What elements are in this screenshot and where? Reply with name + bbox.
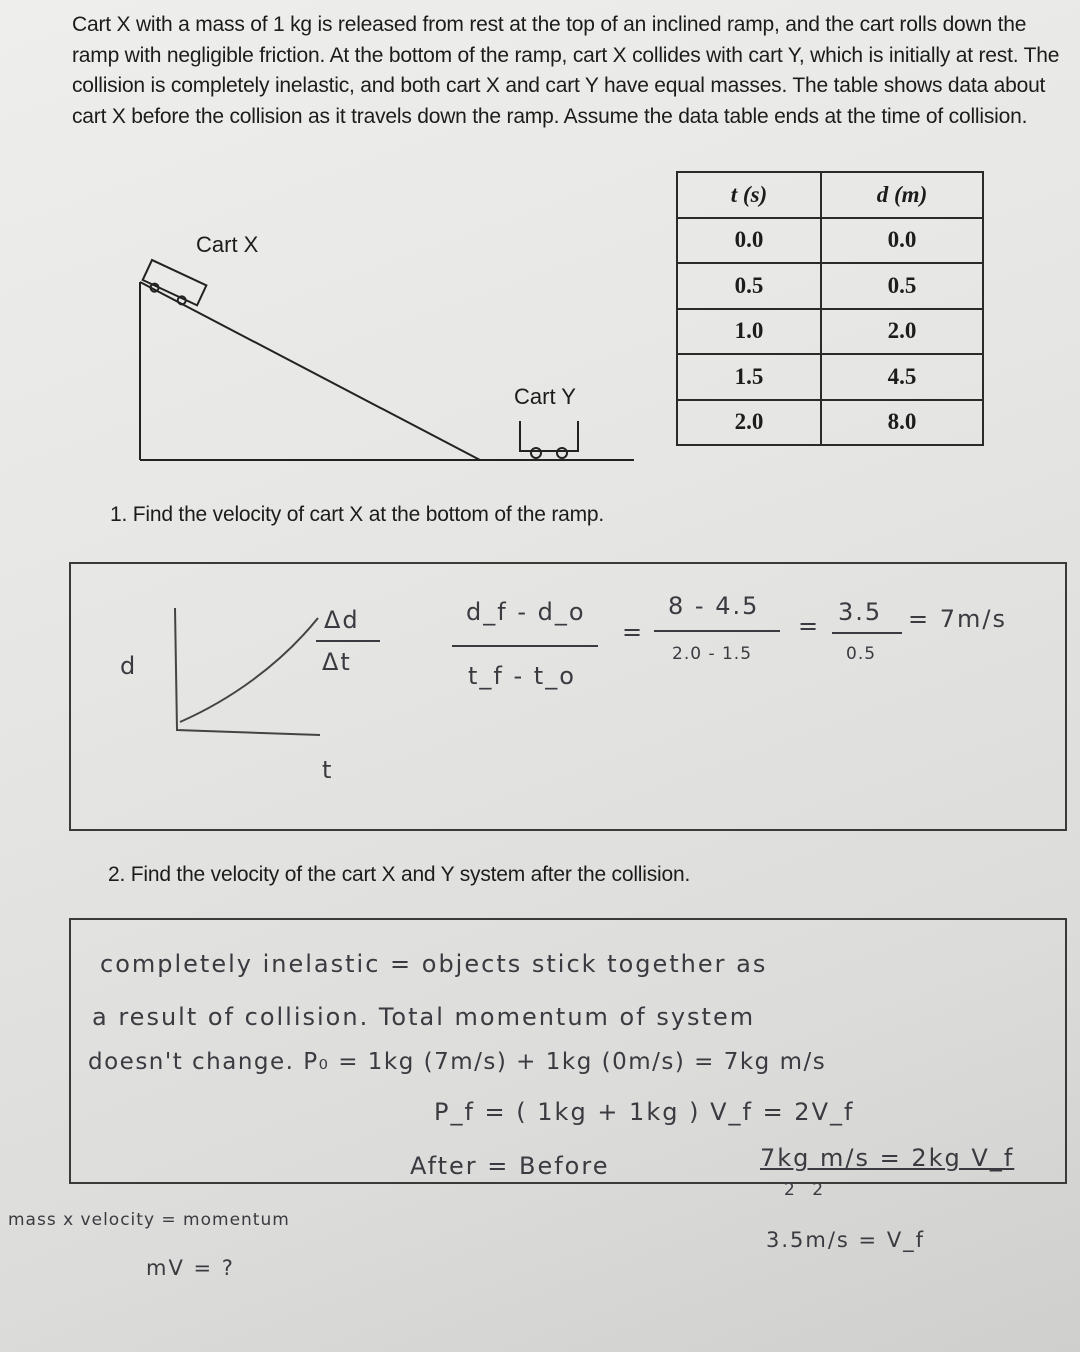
answer2-divisors: 2 2 [784,1180,830,1200]
equals-2: = [798,612,821,640]
answer2-momentum-equation: 7kg m/s = 2kg V_f [760,1144,1015,1172]
frac1-bar [452,645,598,647]
graph-y-label: d [120,652,138,680]
cell-time: 0.0 [677,218,821,264]
table-row [677,218,983,264]
table-row [677,400,983,446]
cart-x-label: Cart X [196,232,259,257]
frac1-denominator: t_f - t_o [468,662,576,690]
cart-y-label: Cart Y [514,384,576,409]
cart-x-icon [140,260,206,311]
velocity-result: = 7m/s [908,605,1007,633]
table-header-row [677,172,983,218]
cell-distance: 0.5 [821,263,983,309]
delta-denominator: Δt [322,648,352,676]
equals-1: = [622,618,645,646]
cell-distance: 8.0 [821,400,983,446]
cell-time: 0.5 [677,263,821,309]
cart-y-icon [520,421,578,458]
delta-numerator: Δd [324,606,360,634]
answer2-after-before: After = Before [410,1152,610,1180]
frac3-bar [832,632,902,634]
delta-fraction-bar [316,640,380,642]
cell-distance: 0.0 [821,218,983,264]
frac2-bar [654,630,780,632]
frac2-numerator: 8 - 4.5 [668,592,760,620]
data-table [676,171,984,446]
frac1-numerator: d_f - d_o [466,598,586,626]
table-row [677,263,983,309]
margin-note-momentum: mass x velocity = momentum [8,1210,290,1230]
graph-x-label: t [322,756,334,784]
question-2: 2. Find the velocity of the cart X and Y system after the collision. [108,863,691,886]
ramp-slope [140,282,480,460]
table-row [677,309,983,355]
answer2-line4: P_f = ( 1kg + 1kg ) V_f = 2V_f [434,1098,855,1126]
header-distance: d (m) [821,172,983,218]
problem-intro: Cart X with a mass of 1 kg is released from rest at the top of an inclined ramp, and the cart rolls down the ramp with negligible friction. At the bottom of the ramp, cart X collides with cart Y, which is initially at rest. The collision is completely inelastic, and both cart X and cart Y have equal masses. The table shows data about cart X before the collision as it travels down the ramp. Assume the data table ends at the time of collision. [72,13,1060,128]
frac2-denominator: 2.0 - 1.5 [672,644,753,664]
cell-time: 1.0 [677,309,821,355]
answer2-line3: doesn't change. P₀ = 1kg (7m/s) + 1kg (0m/s) = 7kg m/s [88,1049,827,1075]
answer2-line2: a result of collision. Total momentum of system [92,1003,756,1031]
cell-time: 2.0 [677,400,821,446]
answer2-line1: completely inelastic = objects stick together as [100,950,768,978]
cell-distance: 2.0 [821,309,983,355]
header-time: t (s) [677,172,821,218]
margin-note-mv: mV = ? [146,1256,235,1280]
frac3-denominator: 0.5 [846,644,877,664]
cell-distance: 4.5 [821,354,983,400]
cell-time: 1.5 [677,354,821,400]
frac3-numerator: 3.5 [838,598,883,626]
question-1: 1. Find the velocity of cart X at the bottom of the ramp. [110,503,605,526]
answer2-final-velocity: 3.5m/s = V_f [766,1228,926,1252]
table-row [677,354,983,400]
